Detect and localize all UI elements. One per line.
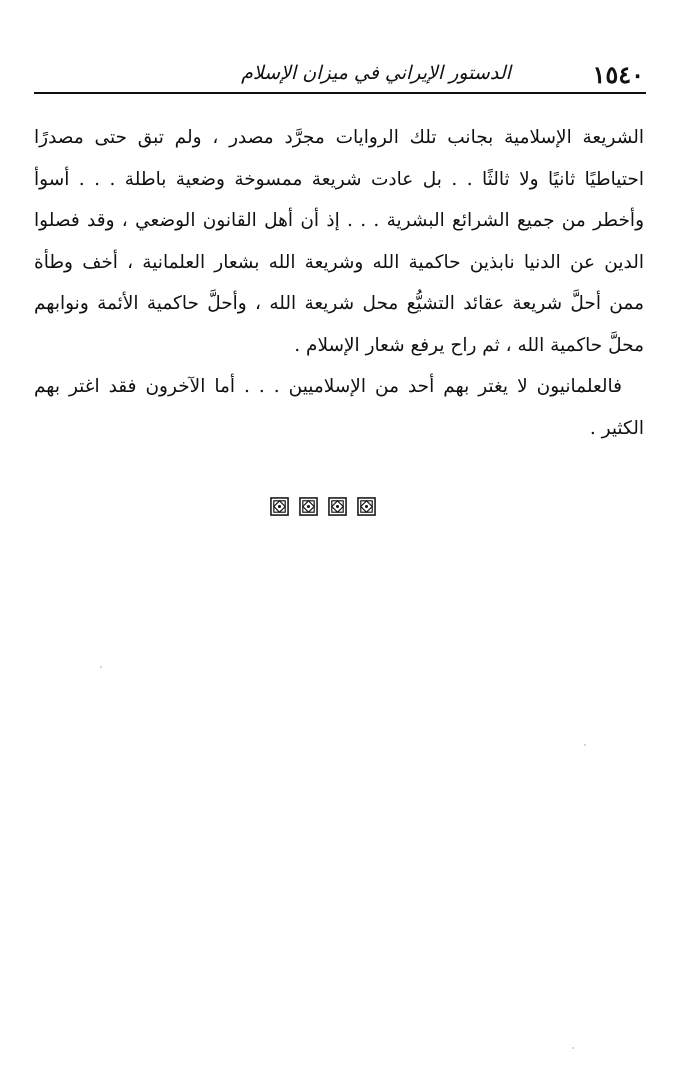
- section-separator: [270, 494, 390, 518]
- paragraph-2: فالعلمانيون لا يغتر بهم أحد من الإسلاميين . . . أما الآخرون فقد اغتر بهم الكثير .: [34, 376, 644, 439]
- square-knot-ornament-icon: [299, 497, 318, 516]
- scan-speck: [572, 1047, 574, 1049]
- scan-speck: [584, 744, 586, 746]
- header-rule: [34, 92, 646, 94]
- body-text: [34, 117, 644, 449]
- square-knot-ornament-icon: [328, 497, 347, 516]
- page-number: ١٥٤٠: [592, 60, 644, 89]
- paragraph-1: الشريعة الإسلامية بجانب تلك الروايات مجرَّد مصدر ، ولم تبق حتى مصدرًا احتياطيًا ثانيًا ولا ثالثًا . . بل عادت شريعة ممسوخة وضعية باطلة . . . أسوأ وأخطر من جميع الشرائع البشرية . . . إذ أن أهل القانون الوضعي ، وقد فصلوا الدين عن الدنيا نابذين حاكمية الله وشريعة الله بشعار العلمانية ، أخف وطأة ممن أحلَّ شريعة عقائد التشيُّع محل شريعة الله ، وأحلَّ حاكمية الأئمة ونوابهم محلَّ حاكمية الله ، ثم راح يرفع شعار الإسلام .: [34, 127, 644, 356]
- square-knot-ornament-icon: [357, 497, 376, 516]
- running-title: الدستور الإيراني في ميزان الإسلام: [241, 62, 511, 84]
- page-header: [34, 56, 644, 94]
- scan-speck: [100, 666, 102, 668]
- square-knot-ornament-icon: [270, 497, 289, 516]
